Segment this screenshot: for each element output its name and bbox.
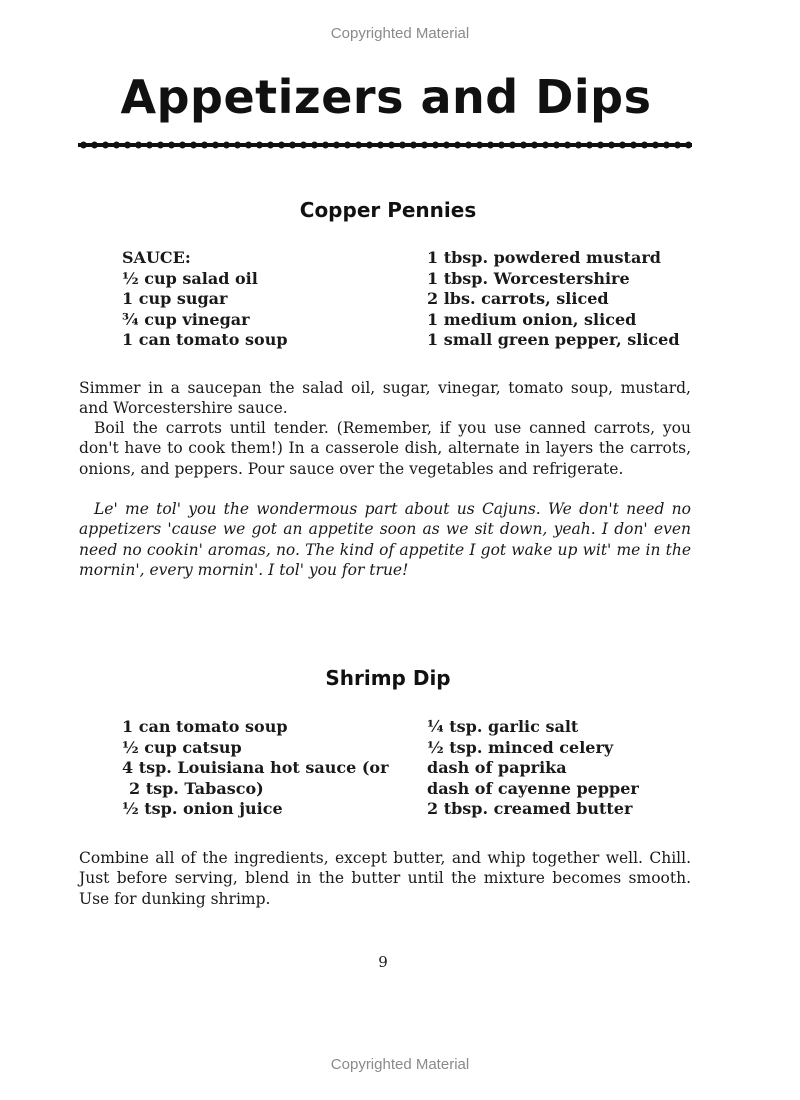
ingredient-line: ½ tsp. onion juice — [122, 799, 283, 818]
ingredient-line: 1 tbsp. Worcestershire — [427, 268, 630, 288]
ingredient-line: SAUCE: — [122, 248, 191, 267]
chapter-title: Appetizers and Dips — [120, 70, 652, 124]
watermark-bottom: Copyrighted Material — [330, 1056, 470, 1073]
ingredient-line: ¼ tsp. garlic salt — [427, 717, 579, 736]
ingredient-line: 1 tbsp. powdered mustard — [427, 248, 661, 267]
directions-paragraph: Boil the carrots until tender. (Remember, if you use canned carrots, you don't have to cook them!) In a casserole dish, alternate in layers the carrots, onions, and peppers. Pour sauce over the vegetables and refrigerate. — [79, 419, 691, 478]
ingredient-line: 1 can tomato soup — [122, 330, 288, 349]
ingredient-line: ¾ cup vinegar — [122, 309, 250, 329]
page-number: 9 — [378, 953, 388, 971]
ingredient-line: 2 tbsp. creamed butter — [427, 799, 633, 818]
ingredients-column-left — [122, 717, 427, 820]
ornamental-divider — [78, 140, 692, 150]
watermark-top: Copyrighted Material — [330, 25, 470, 42]
ingredient-line: 1 can tomato soup — [122, 717, 288, 736]
ingredient-line: 1 small green pepper, sliced — [427, 330, 680, 349]
ingredient-line: dash of paprika — [427, 758, 567, 777]
recipe-title-copper-pennies: Copper Pennies — [299, 198, 477, 222]
ingredient-line: 2 tsp. Tabasco) — [129, 778, 264, 798]
ingredient-line: 1 medium onion, sliced — [427, 309, 637, 329]
cajun-note: Le' me tol' you the wondermous part about us Cajuns. We don't need no appetizers 'cause we got an appetite soon as we sit down, yeah. I don' even need no cookin' aromas, no. The kind of appetite I got wake up wit' me in the mornin', every mornin'. I tol' you for true! — [79, 500, 691, 579]
ingredients-column-left — [122, 248, 427, 351]
ingredients-column-right — [427, 717, 702, 820]
ingredient-line: ½ tsp. minced celery — [427, 737, 614, 757]
ingredients-copper-pennies — [122, 248, 702, 351]
ingredient-line: ½ cup catsup — [122, 737, 242, 757]
directions-paragraph: Combine all of the ingredients, except butter, and whip together well. Chill. Just before serving, blend in the butter until the mixture becomes smooth. Use for dunking shrimp. — [79, 849, 691, 908]
ingredients-shrimp-dip — [122, 717, 702, 820]
ingredient-line: dash of cayenne pepper — [427, 778, 639, 798]
ingredient-line: ½ cup salad oil — [122, 268, 258, 288]
directions-paragraph: Simmer in a saucepan the salad oil, sugar, vinegar, tomato soup, mustard, and Worcestershire sauce. — [79, 379, 691, 418]
recipe-title-shrimp-dip: Shrimp Dip — [325, 666, 451, 690]
ingredients-column-right — [427, 248, 702, 351]
ingredient-line: 4 tsp. Louisiana hot sauce (or — [122, 758, 389, 777]
ingredient-line: 1 cup sugar — [122, 289, 228, 308]
ingredient-line: 2 lbs. carrots, sliced — [427, 289, 609, 308]
